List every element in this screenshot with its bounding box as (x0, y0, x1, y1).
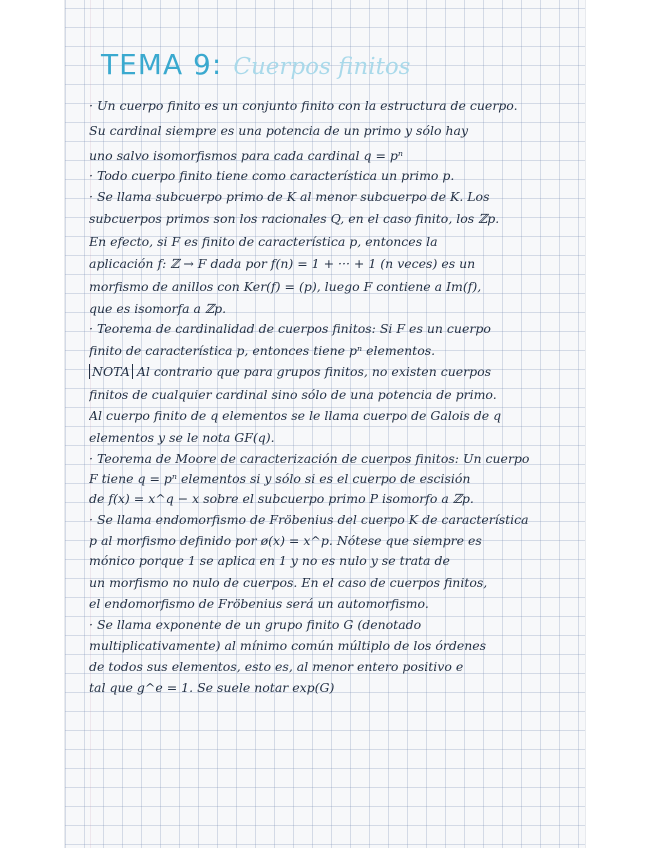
text-line: elementos y se le nota GF(q). (89, 430, 275, 445)
page-title (101, 48, 410, 81)
text-line: de todos sus elementos, esto es, al menor entero positivo e (89, 659, 464, 674)
text-line: uno salvo isomorfismos para cada cardinal q = pⁿ (89, 148, 403, 163)
text-line: que es isomorfa a ℤp. (89, 301, 227, 316)
nota-line (89, 364, 592, 379)
text-line: subcuerpos primos son los racionales Q, en el caso finito, los ℤp. (89, 211, 500, 226)
text-line: Su cardinal siempre es una potencia de un primo y sólo hay (89, 123, 469, 138)
text-line: · Teorema de Moore de caracterización de cuerpos finitos: Un cuerpo (89, 451, 530, 466)
text-line: Al contrario que para grupos finitos, no existen cuerpos (136, 364, 492, 379)
text-line: p al morfismo definido por ø(x) = x^p. Nótese que siempre es (89, 533, 482, 548)
nota-badge: NOTA (89, 364, 133, 379)
text-line: finito de característica p, entonces tiene pⁿ elementos. (89, 343, 436, 358)
title-subtitle: Cuerpos finitos (233, 54, 411, 80)
text-line: · Todo cuerpo finito tiene como característica un primo p. (89, 168, 455, 183)
text-line: · Teorema de cardinalidad de cuerpos finitos: Si F es un cuerpo (89, 321, 491, 336)
text-line: mónico porque 1 se aplica en 1 y no es nulo y se trata de (89, 553, 450, 568)
text-line: morfismo de anillos con Ker(f) = (p), luego F contiene a Im(f), (89, 279, 482, 294)
text-line: En efecto, si F es finito de característica p, entonces la (89, 234, 438, 249)
title-main: TEMA 9: (101, 48, 223, 81)
text-line: un morfismo no nulo de cuerpos. En el caso de cuerpos finitos, (89, 575, 488, 590)
text-line: · Se llama endomorfismo de Fröbenius del cuerpo K de característica (89, 512, 529, 527)
text-line: Al cuerpo finito de q elementos se le llama cuerpo de Galois de q (89, 408, 502, 423)
text-line: de f(x) = x^q − x sobre el subcuerpo primo P isomorfo a ℤp. (89, 491, 474, 506)
text-line: · Un cuerpo finito es un conjunto finito con la estructura de cuerpo. (89, 98, 518, 113)
text-line: F tiene q = pⁿ elementos si y sólo si es el cuerpo de escisión (89, 471, 471, 486)
text-line: el endomorfismo de Fröbenius será un automorfismo. (89, 596, 429, 611)
text-line: tal que g^e = 1. Se suele notar exp(G) (89, 680, 335, 695)
text-line: multiplicativamente) al mínimo común múltiplo de los órdenes (89, 638, 487, 653)
text-line: · Se llama exponente de un grupo finito G (denotado (89, 617, 422, 632)
text-line: aplicación f: ℤ → F dada por f(n) = 1 + ··· + 1 (n veces) es un (89, 256, 476, 271)
text-line: · Se llama subcuerpo primo de K al menor subcuerpo de K. Los (89, 189, 490, 204)
text-line: finitos de cualquier cardinal sino sólo de una potencia de primo. (89, 387, 497, 402)
